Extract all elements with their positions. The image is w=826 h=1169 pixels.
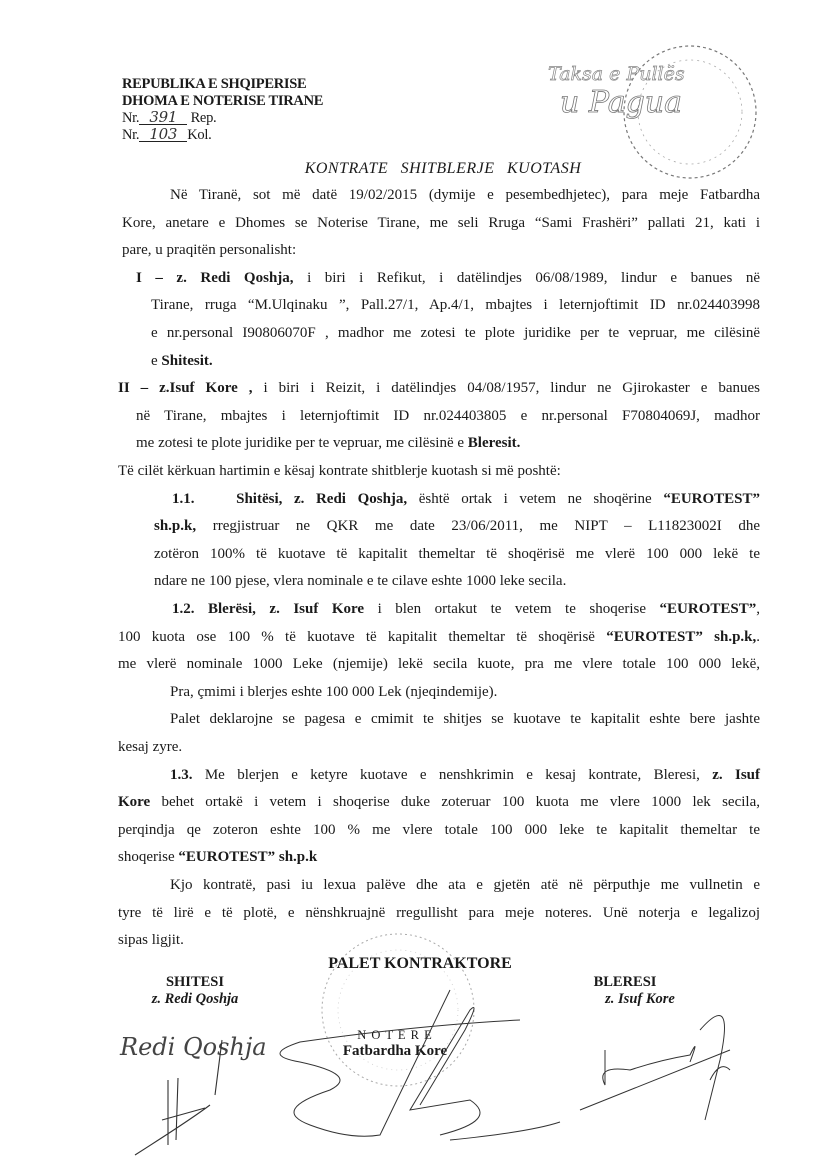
body-line [118,379,760,397]
seller-block [120,974,270,1008]
text-segment: , [756,601,760,617]
body-line [151,296,760,314]
svg-text:Taksa e Pullës: Taksa e Pullës [548,63,685,85]
text-segment: Kjo kontratë, pasi iu lexua palëve dhe ata e gjetën atë në përputhje me vullnetin e [170,877,760,893]
body-line [118,904,760,922]
text-segment: ndare ne 100 pjese, vlera nominale e te cilave eshte 1000 leke secila. [154,573,567,590]
bold-text-segment: Shitesit. [161,352,213,369]
body-line [118,738,182,756]
contract-title: KONTRATE SHITBLERJE KUOTASH [304,160,582,177]
text-segment: e nr.personal I90806070F , madhor me zotesi te plote juridike per te vepruar, me cilësinë [151,325,760,341]
bold-text-segment: 1.2. Blerësi, z. Isuf Kore [172,601,365,617]
notary-name: Fatbardha Kore [342,1043,448,1059]
body-line [118,462,561,480]
body-line [170,683,497,701]
text-segment: Tirane, rruga “M.Ulqinaku ”, Pall.27/1, Ap.4/1, mbajtes i leternjoftimit ID nr.024403998 [151,297,760,314]
nr-prefix: Nr. [122,127,140,143]
text-segment: në Tirane, mbajtes i leternjoftimit ID nr.024403805 e nr.personal F70804069J, madhor [136,407,760,424]
text-segment: 100 kuota ose 100 % të kuotave të kapitalit themeltar të shoqërisë [118,628,607,645]
body-line [118,931,184,949]
text-segment: i blen ortakut te vetem te shoqerise [364,601,660,617]
body-line [122,214,760,232]
body-line [122,241,296,259]
text-segment: shoqerise [118,849,179,866]
bold-text-segment: “EUROTEST” [659,601,757,617]
body-line [172,600,760,618]
text-segment: pare, u praqitën personalisht: [122,242,297,259]
text-segment: është ortak i vetem ne shoqërine [407,490,664,507]
body-line [118,655,760,673]
text-segment: me zotesi te plote juridike per te vepruar, me cilësinë e [136,435,468,452]
text-segment: . [756,628,761,645]
kol-number: 103 [139,127,187,142]
text-segment: behet ortakë i vetem i shoqerise duke zoteruar 100 kuota me vlere 1000 lek secila, [150,794,760,811]
text-segment: tyre të lirë e të plotë, e nënshkruajnë rregullisht para meje noteres. Unë noterja e legalizoj [118,904,760,921]
rep-number: 391 [139,110,187,125]
text-segment: Palet deklarojne se pagesa e cmimit te shitjes se kuotave te kapitalit eshte bere jashte [170,711,760,728]
bold-text-segment: 1.1. [172,490,195,507]
text-segment: i biri i Refikut, i datëlindjes 06/08/1989, lindur e banues në [293,269,760,286]
text-segment: me vlerë nominale 1000 Leke (njemije) lekë secila kuote, pra me vlere totale 100 000 lekë, [118,656,760,673]
text-segment: i biri i Reizit, i datëlindjes 04/08/1957, lindur ne Gjirokaster e banues [252,380,760,397]
body-line [151,352,213,370]
body-line [118,628,760,646]
body-line [118,821,760,839]
rep-label: Rep. [190,110,217,126]
body-line [136,269,760,287]
body-line [170,186,760,204]
text-segment: sipas ligjit. [118,932,184,949]
buyer-signature-icon [580,1015,730,1120]
body-line [136,434,520,452]
body-line [170,710,760,728]
bold-text-segment: Bleresit. [467,435,521,452]
seller-signature-icon [119,1033,267,1155]
bold-text-segment: I – z. Redi Qoshja, [136,269,294,286]
bold-text-segment: 1.3. [170,766,193,783]
body-line [118,793,760,811]
text-segment: zotëron 100% të kuotave të kapitalit themeltar të shoqërisë me vlerë 100 000 lekë te [154,545,760,562]
body-line [154,572,566,590]
nr-prefix: Nr. [122,110,140,126]
text-segment: Kore, anetare e Dhomes se Noterise Tirane, me seli Rruga “Sami Frashëri” pallati 21, kati i [122,214,760,231]
svg-text:u Pagua: u Pagua [560,85,682,120]
seller-name: z. Redi Qoshja [151,991,239,1007]
republic-name: REPUBLIKA E SHQIPERISE [122,76,307,92]
text-segment: Me blerjen e ketyre kuotave e nenshkrimin e kesaj kontrate, Bleresi, [192,766,713,783]
document-header [122,76,323,144]
text-segment: Në Tiranë, sot më datë 19/02/2015 (dymije e pesembedhjetec), para meje Fatbardha [170,187,760,203]
bold-text-segment: Shitësi, z. Redi Qoshja, [236,490,408,507]
text-segment: Pra, çmimi i blerjes eshte 100 000 Lek (njeqindemije). [170,683,498,700]
body-line [170,766,760,784]
body-line [154,517,760,535]
bold-text-segment: II – z.Isuf Kore , [118,380,253,397]
body-line [118,848,317,866]
parties-title: PALET KONTRAKTORE [328,955,512,972]
body-line [151,324,760,342]
body-line [136,407,760,425]
bold-text-segment: sh.p.k, [154,518,197,535]
text-segment: kesaj zyre. [118,739,183,755]
text-segment: Të cilët kërkuan hartimin e kësaj kontrate shitblerje kuotash si më poshtë: [118,463,561,479]
kol-number-row [122,127,323,144]
kol-label: Kol. [187,127,212,143]
text-segment: e [151,352,162,369]
bold-text-segment: “EUROTEST” sh.p.k, [606,628,757,645]
bold-text-segment: Kore [118,794,151,811]
text-segment: rregjistruar ne QKR me date 23/06/2011, me NIPT – L11823002I dhe [196,518,760,535]
buyer-name: z. Isuf Kore [605,991,675,1007]
body-line [172,490,760,508]
buyer-role: BLERESI [593,974,657,990]
notary-signature-icon [280,990,560,1140]
body-line [154,545,760,563]
buyer-block [560,974,690,1008]
notary-chamber-name: DHOMA E NOTERISE TIRANE [122,93,324,109]
notary-role: N O T E R E [357,1028,433,1042]
bold-text-segment: z. Isuf [712,766,760,783]
svg-text:Redi Qoshja: Redi Qoshja [120,1033,267,1061]
seller-role: SHITESI [165,974,225,990]
notary-block [320,1028,470,1060]
text-segment: perqindja qe zoteron eshte 100 % me vlere totale 100 000 leke te kapitalit themeltar te [118,821,760,838]
bold-text-segment: “EUROTEST” sh.p.k [178,849,318,866]
bold-text-segment: “EUROTEST” [663,490,761,507]
body-line [170,876,760,894]
